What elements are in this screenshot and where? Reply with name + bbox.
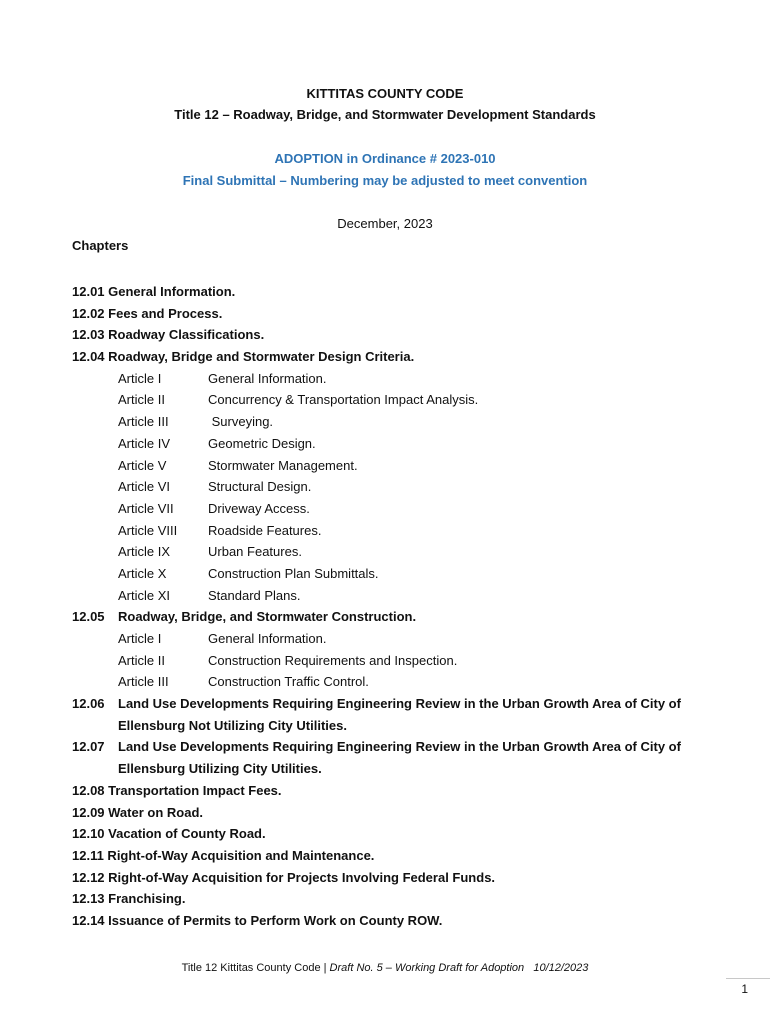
article-label: Article VI xyxy=(118,479,171,495)
article-title: Construction Traffic Control. xyxy=(208,674,369,690)
article-label: Article I xyxy=(118,631,162,646)
chapter-12-10: 12.10 Vacation of County Road. xyxy=(72,826,266,842)
article-title: Urban Features. xyxy=(208,544,302,560)
article-title: Concurrency & Transportation Impact Analysis. xyxy=(208,392,479,408)
article-label: Article II xyxy=(118,652,165,668)
chapter-12-12: 12.12 Right-of-Way Acquisition for Projects Involving Federal Funds. xyxy=(72,869,496,885)
chapter-12-13: 12.13 Franchising. xyxy=(72,891,186,907)
article-title: General Information. xyxy=(208,370,327,386)
chapter-12-07 xyxy=(72,736,722,758)
article-title: Surveying. xyxy=(208,414,274,430)
article-title: Stormwater Management. xyxy=(208,457,358,473)
article-row xyxy=(72,628,722,650)
chapter-12-09: 12.09 Water on Road. xyxy=(72,804,203,820)
page-number-rule xyxy=(726,978,770,979)
article-row xyxy=(72,541,722,563)
article-row xyxy=(72,650,722,672)
chapter-number: 12.05 xyxy=(72,609,105,625)
article-title: General Information. xyxy=(208,631,327,646)
article-label: Article III xyxy=(118,414,169,430)
chapter-title: Roadway, Bridge, and Stormwater Construction. xyxy=(118,609,417,625)
page-number: 1 xyxy=(741,982,748,996)
article-label: Article IX xyxy=(118,544,171,560)
article-label: Article I xyxy=(118,370,162,386)
article-row xyxy=(72,455,722,477)
article-label: Article II xyxy=(118,392,165,408)
article-row xyxy=(72,498,722,520)
chapter-title: Land Use Developments Requiring Engineering Review in the Urban Growth Area of City of xyxy=(118,739,681,755)
chapter-12-06-continued: Ellensburg Not Utilizing City Utilities. xyxy=(118,717,347,733)
chapter-12-01: 12.01 General Information. xyxy=(72,284,236,299)
chapter-number: 12.07 xyxy=(72,739,105,755)
article-row xyxy=(72,476,722,498)
title-heading: Title 12 – Roadway, Bridge, and Stormwater Development Standards xyxy=(174,107,596,122)
footer-draft: Draft No. 5 – Working Draft for Adoption xyxy=(329,962,525,974)
chapter-12-03: 12.03 Roadway Classifications. xyxy=(72,327,265,343)
article-label: Article VII xyxy=(118,500,174,516)
article-label: Article III xyxy=(118,674,169,690)
article-title: Construction Requirements and Inspection. xyxy=(208,652,458,668)
page-footer xyxy=(0,962,770,974)
article-title: Roadside Features. xyxy=(208,522,322,538)
adoption-line: ADOPTION in Ordinance # 2023-010 xyxy=(274,151,496,166)
article-row xyxy=(72,563,722,585)
chapter-12-04: 12.04 Roadway, Bridge and Stormwater Design Criteria. xyxy=(72,349,415,365)
chapter-12-05 xyxy=(72,606,722,628)
chapter-12-06 xyxy=(72,693,722,715)
chapter-12-07-continued: Ellensburg Utilizing City Utilities. xyxy=(118,761,322,777)
article-title: Geometric Design. xyxy=(208,435,316,451)
article-label: Article X xyxy=(118,565,167,581)
article-row xyxy=(72,411,722,433)
article-title: Standard Plans. xyxy=(208,587,301,603)
submittal-line: Final Submittal – Numbering may be adjusted to meet convention xyxy=(182,173,588,188)
article-row xyxy=(72,368,722,390)
chapter-number: 12.06 xyxy=(72,696,105,712)
footer-title: Title 12 Kittitas County Code | xyxy=(181,962,330,974)
chapters-heading: Chapters xyxy=(72,238,129,253)
article-title: Structural Design. xyxy=(208,479,312,495)
article-row xyxy=(72,433,722,455)
article-label: Article VIII xyxy=(118,522,178,538)
table-of-contents xyxy=(72,281,722,932)
article-row xyxy=(72,671,722,693)
article-title: Construction Plan Submittals. xyxy=(208,565,379,581)
chapter-12-08: 12.08 Transportation Impact Fees. xyxy=(72,782,282,798)
article-label: Article V xyxy=(118,457,167,473)
article-row xyxy=(72,585,722,607)
chapter-12-11: 12.11 Right-of-Way Acquisition and Maintenance. xyxy=(72,847,375,863)
footer-date: 10/12/2023 xyxy=(533,962,589,974)
chapter-12-02: 12.02 Fees and Process. xyxy=(72,305,223,321)
article-label: Article IV xyxy=(118,435,171,451)
article-row xyxy=(72,520,722,542)
article-row xyxy=(72,389,722,411)
county-code-heading: KITTITAS COUNTY CODE xyxy=(306,86,464,101)
article-title: Driveway Access. xyxy=(208,500,310,516)
document-date: December, 2023 xyxy=(337,216,433,231)
chapter-title: Land Use Developments Requiring Engineering Review in the Urban Growth Area of City of xyxy=(118,696,681,712)
article-label: Article XI xyxy=(118,587,171,603)
chapter-12-14: 12.14 Issuance of Permits to Perform Work on County ROW. xyxy=(72,912,443,928)
